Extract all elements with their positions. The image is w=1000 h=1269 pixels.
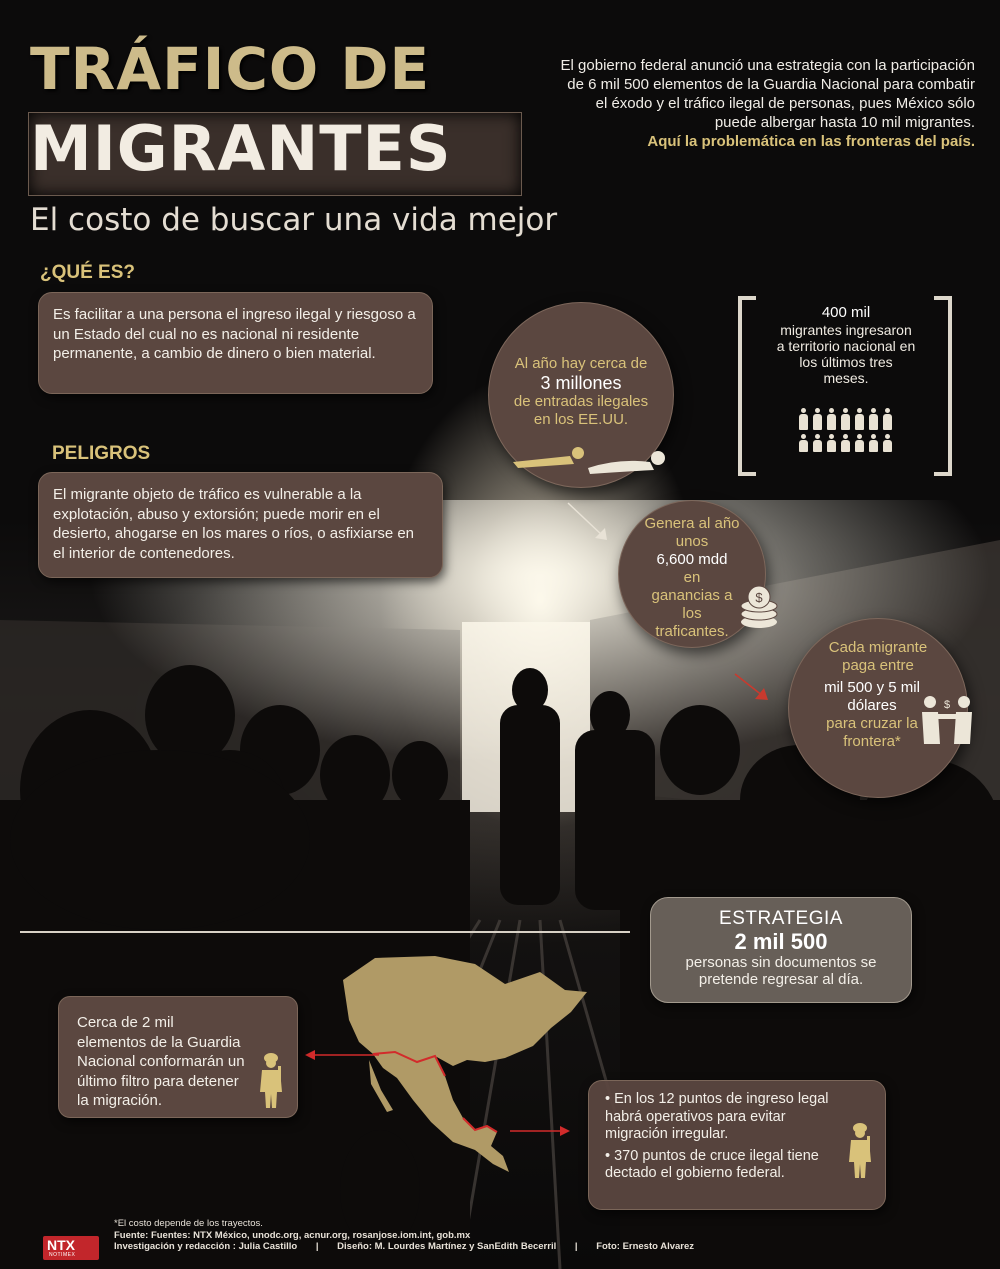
- estrategia-text: personas sin documentos se pretende regresar al día.: [685, 954, 877, 988]
- person-icon: [812, 434, 823, 452]
- ganancias-line2: 6,600 mdd: [656, 551, 728, 568]
- title-line-1: TRÁFICO DE: [30, 35, 431, 103]
- subtitle: El costo de buscar una vida mejor: [30, 202, 558, 238]
- section-divider: [20, 931, 630, 933]
- peligros-heading: PELIGROS: [52, 443, 151, 464]
- bracket-left: [738, 296, 756, 476]
- soldier-icon: [258, 1052, 284, 1110]
- person-icon: [882, 434, 893, 452]
- person-icon: [854, 408, 865, 430]
- entradas-line2: 3 millones: [540, 373, 622, 393]
- puntos-bullet-2: • 370 puntos de cruce ilegal tiene dectado el gobierno federal.: [605, 1147, 819, 1181]
- person-icon: [798, 434, 809, 452]
- title-line-2: MIGRANTES: [30, 112, 452, 185]
- peligros-box: [38, 472, 443, 578]
- svg-text:$: $: [943, 699, 951, 711]
- person-icon: [868, 434, 879, 452]
- stat-400-text: migrantes ingresaron a territorio nacional en los últimos tres meses.: [776, 322, 916, 386]
- person-icon: [882, 408, 893, 430]
- crawling-migrants-icon: [508, 446, 678, 476]
- person-icon: [840, 434, 851, 452]
- entradas-line3: de entradas ilegales: [513, 393, 649, 410]
- footer-fuente: Fuente: Fuentes: NTX México, unodc.org, acnur.org, rosanjose.iom.int, gob.mx: [114, 1229, 471, 1241]
- people-grid: [795, 408, 895, 452]
- intro-paragraph: [560, 56, 975, 151]
- soldier-icon: [847, 1122, 873, 1180]
- footer-foto: Foto: Ernesto Alvarez: [596, 1241, 695, 1252]
- footer: *El costo depende de los trayectos. Fuente: Fuentes: NTX México, unodc.org, acnur.org, rosanjose.iom.int, gob.mx Investigación y redacción : Julia Castillo | Diseño: M. Lourdes Martínez y SanEdith Becerril | Foto: Ernesto Alvarez: [114, 1218, 695, 1252]
- peligros-text: El migrante objeto de tráfico es vulnerable a la explotación, abuso y extorsión; puede morir en el desierto, ahogarse en los mares o ríos, o asfixiarse en el interior de contenedores.: [53, 486, 415, 562]
- person-icon: [798, 408, 809, 430]
- coins-icon: [738, 584, 780, 630]
- person-icon: [854, 434, 865, 452]
- ganancias-line3: en ganancias a los traficantes.: [651, 569, 733, 640]
- ntx-logo-text: NTX: [47, 1237, 75, 1253]
- que-es-heading: ¿QUÉ ES?: [40, 262, 136, 283]
- ntx-logo: [43, 1236, 99, 1260]
- intro-highlight: Aquí la problemática en las fronteras del país.: [647, 133, 975, 150]
- arrow-right-icon: [510, 1124, 570, 1138]
- map-north-america: [335, 950, 595, 1190]
- person-icon: [826, 408, 837, 430]
- puntos-bullet-1: • En los 12 puntos de ingreso legal habrá operativos para evitar migración irregular.: [605, 1091, 829, 1142]
- bracket-right: [934, 296, 952, 476]
- estrategia-number: 2 mil 500: [734, 929, 828, 954]
- person-icon: [812, 408, 823, 430]
- footer-investigacion: Investigación y redacción : Julia Castillo: [114, 1241, 298, 1252]
- stat-400-block: [758, 304, 934, 386]
- person-icon: [826, 434, 837, 452]
- footer-note: *El costo depende de los trayectos.: [114, 1218, 263, 1229]
- ganancias-line1: Genera al año unos: [644, 515, 740, 550]
- arrow-icon: [733, 672, 773, 704]
- footer-diseno: Diseño: M. Lourdes Martínez y SanEdith Becerril: [337, 1241, 557, 1252]
- entradas-line1: Al año hay cerca de: [514, 355, 648, 372]
- money-exchange-icon: [918, 694, 976, 748]
- guardia-text: Cerca de 2 mil elementos de la Guardia Nacional conformarán un último filtro para detener la migración.: [77, 1014, 245, 1109]
- person-icon: [840, 408, 851, 430]
- ntx-logo-sub: NOTIMEX: [49, 1252, 76, 1258]
- intro-text: El gobierno federal anunció una estrategia con la participación de 6 mil 500 elementos de la Guardia Nacional para combatir el éxodo y el tráfico ilegal de personas, pues México sólo puede albergar hasta 10 mil migrantes.: [560, 57, 975, 131]
- paga-line2: mil 500 y 5 mil dólares: [824, 679, 920, 714]
- paga-line1: Cada migrante paga entre: [828, 639, 928, 674]
- paga-line3: para cruzar la frontera*: [826, 715, 918, 750]
- puntos-box: [588, 1080, 886, 1210]
- que-es-text: Es facilitar a una persona el ingreso ilegal y riesgoso a un Estado del cual no es nacional ni residente permanente, a cambio de dinero o bien material.: [53, 306, 416, 362]
- que-es-box: [38, 292, 433, 394]
- estrategia-box: [650, 897, 912, 1003]
- person-icon: [868, 408, 879, 430]
- arrow-icon: [565, 500, 615, 545]
- stat-400-number: 400 mil: [821, 304, 871, 321]
- arrow-left-icon: [305, 1048, 380, 1062]
- svg-text:$: $: [755, 590, 763, 605]
- estrategia-heading: ESTRATEGIA: [719, 908, 843, 929]
- entradas-line4: en los EE.UU.: [533, 411, 629, 428]
